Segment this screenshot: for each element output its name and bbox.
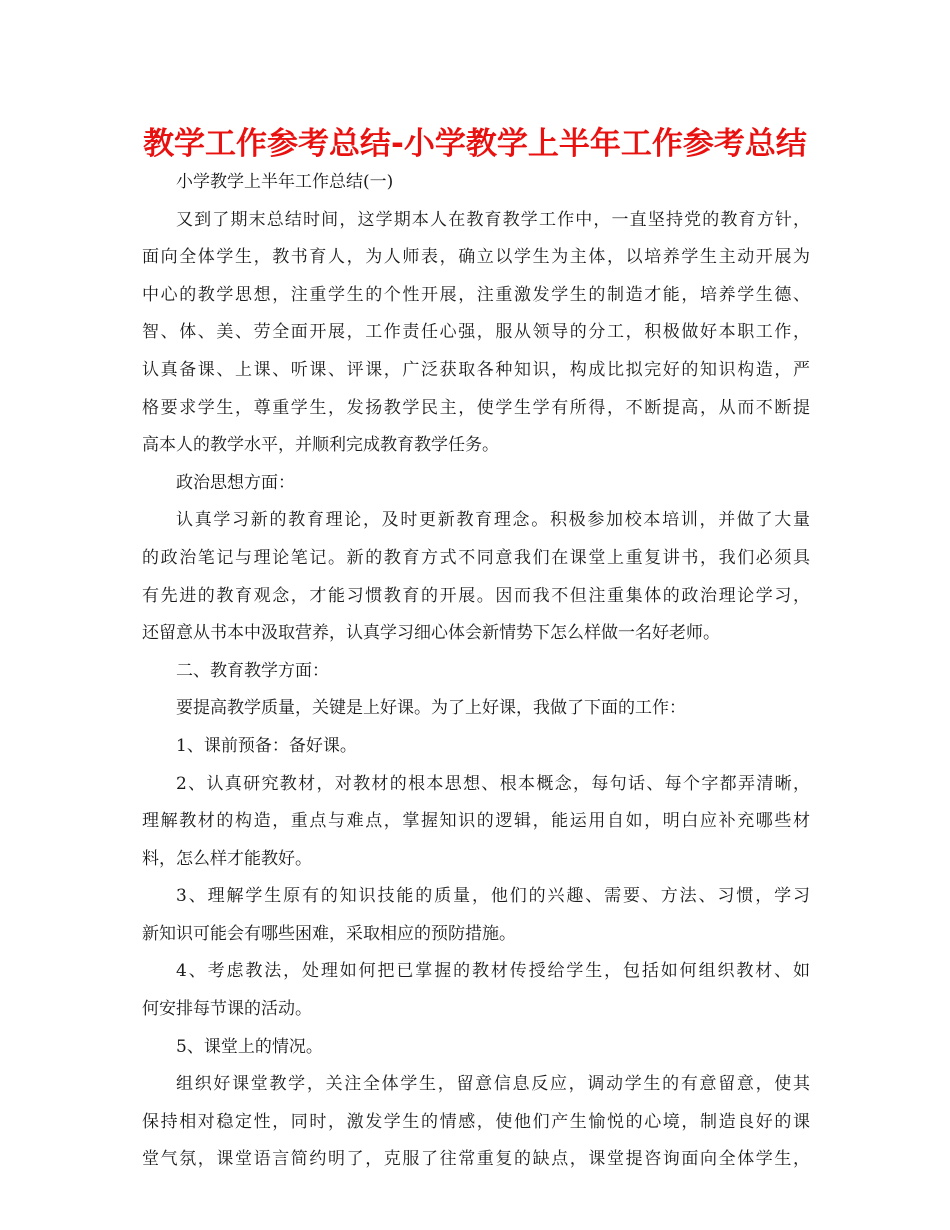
paragraph-line: 3、理解学生原有的知识技能的质量，他们的兴趣、需要、方法、习惯，学习 [176,886,810,907]
paragraph-line: 智、体、美、劳全面开展，工作责任心强，服从领导的分工，积极做好本职工作， [142,322,810,343]
paragraph-line: 高本人的教学水平，并顺利完成教育教学任务。 [142,435,499,456]
paragraph-line: 认真学习新的教育理论，及时更新教育理念。积极参加校本培训，并做了大量 [176,510,810,531]
paragraph-line: 组织好课堂教学，关注全体学生，留意信息反应，调动学生的有意留意，使其 [176,1074,810,1095]
paragraph-line: 2、认真研究教材，对教材的根本思想、根本概念，每句话、每个字都弄清晰， [176,773,810,794]
paragraph-line: 有先进的教育观念，才能习惯教育的开展。因而我不但注重集体的政治理论学习， [142,585,810,606]
paragraph-line: 中心的教学思想，注重学生的个性开展，注重激发学生的制造才能，培养学生德、 [142,284,810,305]
paragraph-line: 1、课前预备：备好课。 [176,735,357,756]
paragraph-line: 小学教学上半年工作总结(一) [176,172,394,192]
paragraph-line: 料，怎么样才能教好。 [142,848,312,869]
paragraph-line: 保持相对稳定性，同时，激发学生的情感，使他们产生愉悦的心境，制造良好的课 [142,1111,810,1132]
paragraph-line: 的政治笔记与理论笔记。新的教育方式不同意我们在课堂上重复讲书，我们必须具 [142,547,810,568]
paragraph-line: 要提高教学质量，关键是上好课。为了上好课，我做了下面的工作： [176,698,686,719]
paragraph-line: 堂气氛，课堂语言简约明了，克服了往常重复的缺点，课堂提咨询面向全体学生， [142,1149,810,1170]
paragraph-line: 又到了期末总结时间，这学期本人在教育教学工作中，一直坚持党的教育方针， [176,209,810,230]
paragraph-line: 何安排每节课的活动。 [142,999,312,1020]
paragraph-line: 格要求学生，尊重学生，发扬教学民主，使学生学有所得，不断提高，从而不断提 [142,397,810,418]
paragraph-line: 新知识可能会有哪些困难，采取相应的预防措施。 [142,923,516,944]
paragraph-line: 理解教材的构造，重点与难点，掌握知识的逻辑，能运用自如，明白应补充哪些材 [142,811,810,832]
paragraph-line: 面向全体学生，教书育人，为人师表，确立以学生为主体，以培养学生主动开展为 [142,247,810,268]
paragraph-line: 认真备课、上课、听课、评课，广泛获取各种知识，构成比拟完好的知识构造，严 [142,359,810,380]
document-title: 教学工作参考总结-小学教学上半年工作参考总结 [143,126,807,162]
paragraph-line: 二、教育教学方面： [176,660,329,681]
paragraph-line: 5、课堂上的情况。 [176,1036,323,1057]
paragraph-line: 政治思想方面： [176,472,295,493]
paragraph-line: 4、考虑教法，处理如何把已掌握的教材传授给学生，包括如何组织教材、如 [176,961,810,982]
document-body [142,164,810,1179]
paragraph-line: 还留意从书本中汲取营养，认真学习细心体会新情势下怎么样做一名好老师。 [142,623,720,644]
